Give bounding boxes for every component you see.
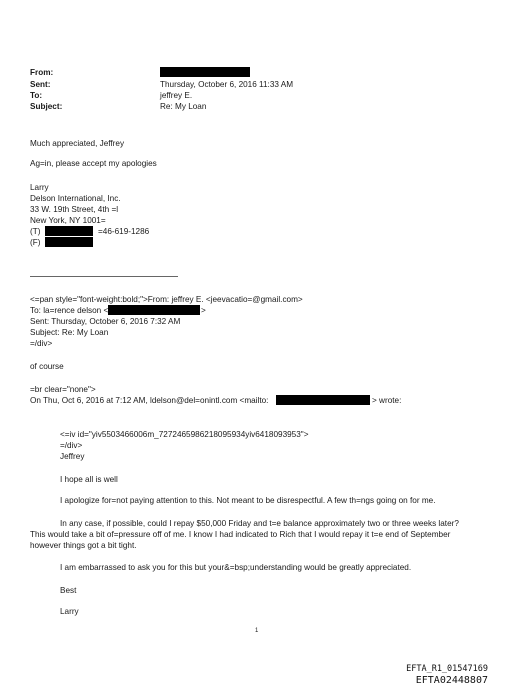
footer-id-2: EFTA02448807 — [415, 675, 488, 686]
sent-value: Thursday, October 6, 2016 11:33 AM — [160, 80, 294, 89]
quoted-subject: Subject: Re: My Loan — [30, 328, 109, 337]
redaction-from — [160, 67, 250, 77]
quoted-body: of course — [30, 362, 64, 371]
inner-paragraph-4: I am embarrassed to ask you for this but your&=bsp;understanding would be greatly appreciated. — [60, 563, 412, 572]
reply-line-2: Ag=in, please accept my apologies — [30, 159, 157, 168]
signature-street: 33 W. 19th Street, 4th =l — [30, 205, 119, 214]
inner-div-open: <=iv id="yiv5503466006m_7272465986218095934yiv6418093953"> — [60, 430, 309, 439]
signature-phone-suffix: =46-619-1286 — [98, 227, 150, 236]
separator-line — [30, 276, 178, 277]
subject-label: Subject: — [30, 102, 63, 111]
page-number: 1 — [255, 628, 259, 634]
redaction-fax — [45, 237, 93, 247]
redaction-quoted-to — [108, 305, 200, 315]
signature-name: Larry — [30, 183, 49, 192]
quoted-to: To: la=rence delson < — [30, 306, 109, 315]
inner-name: Larry — [60, 607, 79, 616]
quoted-from: <=pan style="font-weight:bold;">From: jeffrey E. <jeevacatio=@gmail.com> — [30, 295, 303, 304]
signature-city: New York, NY 1001= — [30, 216, 106, 225]
quoted-sent: Sent: Thursday, October 6, 2016 7:32 AM — [30, 317, 181, 326]
to-label: To: — [30, 91, 43, 100]
redaction-mailto — [276, 395, 370, 405]
inner-salutation: Jeffrey — [60, 452, 85, 461]
redaction-phone — [45, 226, 93, 236]
quoted-wrote-prefix: On Thu, Oct 6, 2016 at 7:12 AM, ldelson@del=onintl.com <mailto: — [30, 396, 269, 405]
inner-paragraph-1: I hope all is well — [60, 475, 118, 484]
from-label: From: — [30, 68, 54, 77]
quoted-to-close: > — [201, 306, 206, 315]
signature-fax-label: (F) — [30, 238, 41, 247]
quoted-div-close: =/div> — [30, 339, 53, 348]
inner-closing: Best — [60, 586, 77, 595]
inner-paragraph-2: I apologize for=not paying attention to this. Not meant to be disrespectful. A few th=ngs going on for me. — [60, 496, 436, 505]
signature-company: Delson International, Inc. — [30, 194, 121, 203]
sent-label: Sent: — [30, 80, 51, 89]
inner-paragraph-3: In any case, if possible, could I repay $50,000 Friday and t=e balance approximately two or three weeks later? This would take a bit of=pressure off of me. I know I had indicated to Rich that I would repay it t=e end of September however things got a bit tight. — [30, 519, 459, 550]
reply-line-1: Much appreciated, Jeffrey — [30, 139, 125, 148]
quoted-br: =br clear="none"> — [30, 385, 96, 394]
footer-id-1: EFTA_R1_01547169 — [406, 664, 488, 674]
signature-phone-label: (T) — [30, 227, 41, 236]
quoted-wrote-suffix: > wrote: — [372, 396, 402, 405]
subject-value: Re: My Loan — [160, 102, 207, 111]
inner-div-close: =/div> — [60, 441, 83, 450]
to-value: jeffrey E. — [160, 91, 193, 100]
